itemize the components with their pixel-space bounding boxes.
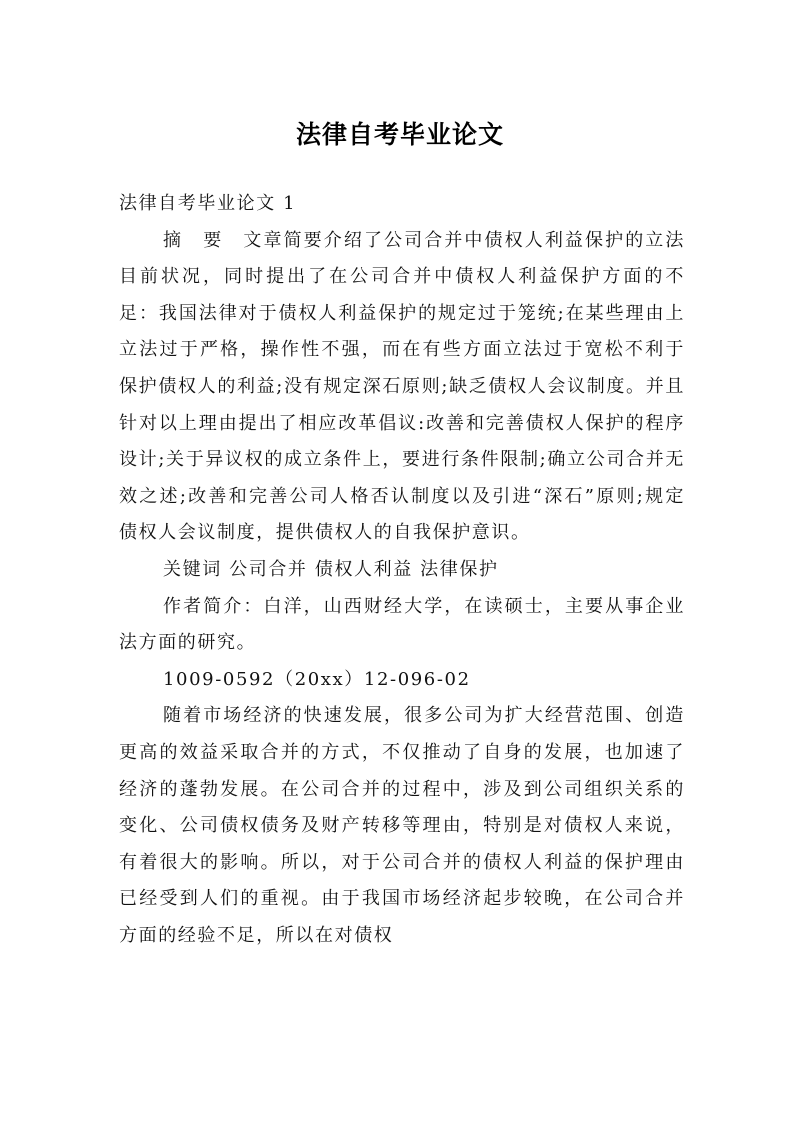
keywords-paragraph: 关键词 公司合并 债权人利益 法律保护 bbox=[163, 558, 499, 580]
document-code: 1009-0592（20xx）12-096-02 bbox=[163, 668, 471, 690]
abstract-paragraph: 摘 要 文章简要介绍了公司合并中债权人利益保护的立法目前状况，同时提出了在公司合并中债权人利益保护方面的不足：我国法律对于债权人利益保护的规定过于笼统;在某些理由上立法过于严格，操作性不强，而在有些方面立法过于宽松不利于保护债权人的利益;没有规定深石原则;缺乏债权人会议制度。并且针对以上理由提出了相应改革倡议:改善和完善债权人保护的程序设计;关于异议权的成立条件上，要进行条件限制;确立公司合并无效之述;改善和完善公司人格否认制度以及引进“深石”原则;规定债权人会议制度，提供债权人的自我保护意识。 bbox=[119, 229, 685, 544]
document-body bbox=[119, 186, 685, 954]
author-intro-paragraph: 作者简介：白洋，山西财经大学，在读硕士，主要从事企业法方面的研究。 bbox=[119, 595, 685, 654]
section-heading: 法律自考毕业论文 1 bbox=[119, 193, 297, 214]
body-paragraph: 随着市场经济的快速发展，很多公司为扩大经营范围、创造更高的效益采取合并的方式，不仅推动了自身的发展，也加速了经济的蓬勃发展。在公司合并的过程中，涉及到公司组织关系的变化、公司债权债务及财产转移等理由，特别是对债权人来说，有着很大的影响。所以，对于公司合并的债权人利益的保护理由已经受到人们的重视。由于我国市场经济起步较晚，在公司合并方面的经验不足，所以在对债权 bbox=[119, 705, 685, 946]
document-title: 法律自考毕业论文 bbox=[295, 119, 504, 149]
